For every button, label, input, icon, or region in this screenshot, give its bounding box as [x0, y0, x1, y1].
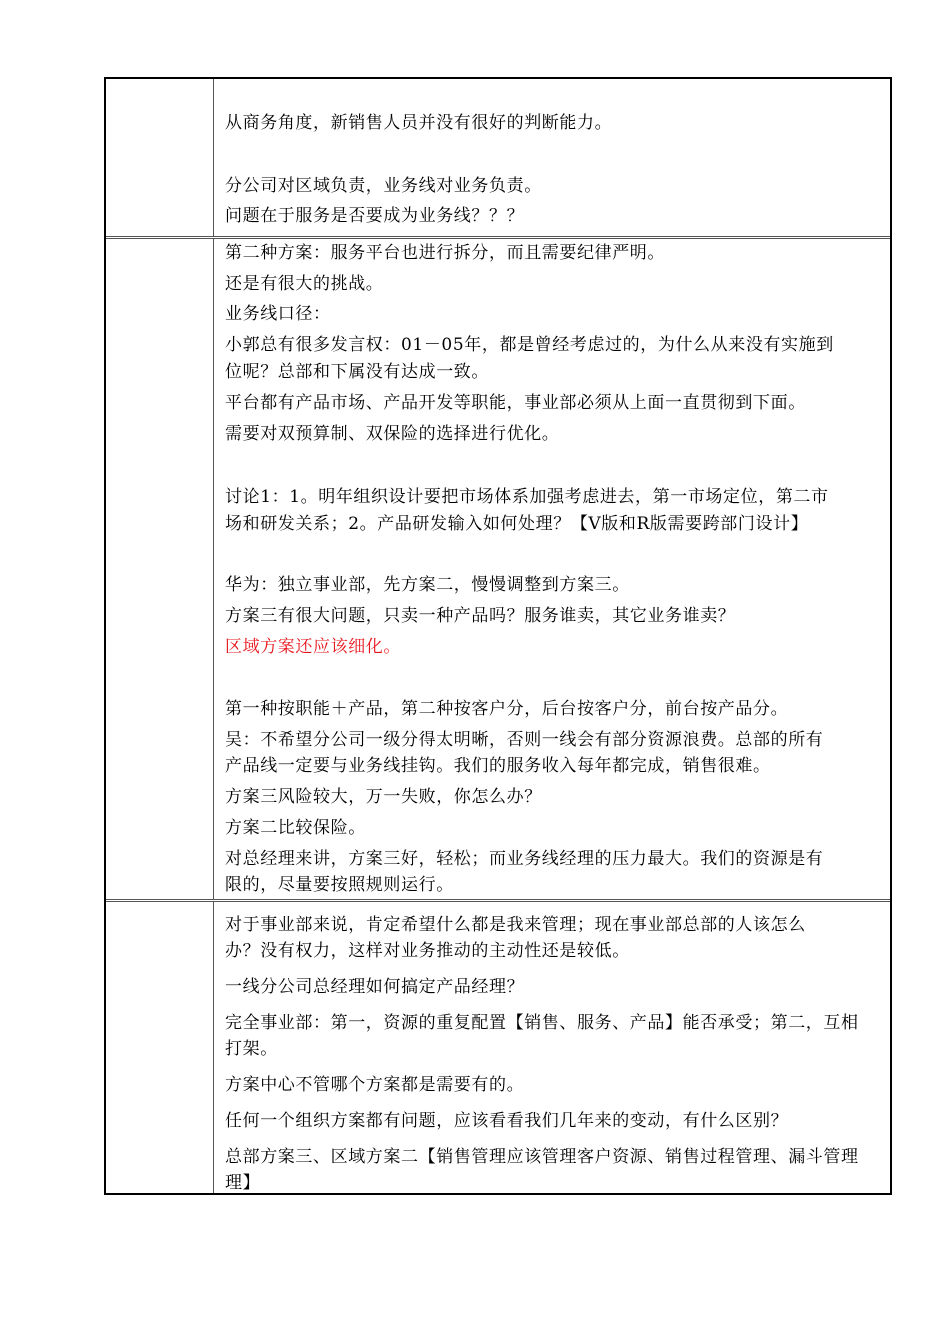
paragraph: 对总经理来讲，方案三好，轻松；而业务线经理的压力最大。我们的资源是有 [225, 849, 824, 869]
paragraph: 从商务角度，新销售人员并没有很好的判断能力。 [225, 113, 613, 133]
table-row [106, 79, 890, 236]
table-row [106, 236, 890, 899]
paragraph: 华为：独立事业部，先方案二，慢慢调整到方案三。 [225, 575, 630, 595]
notes-table [104, 77, 892, 1195]
paragraph: 理】 [225, 1173, 261, 1193]
row-label-cell [106, 902, 214, 1193]
paragraph: 任何一个组织方案都有问题，应该看看我们几年来的变动，有什么区别？ [225, 1111, 789, 1131]
paragraph: 第二种方案：服务平台也进行拆分，而且需要纪律严明。 [225, 243, 665, 263]
paragraph: 产品线一定要与业务线挂钩。我们的服务收入每年都完成，销售很难。 [225, 756, 771, 776]
paragraph: 总部方案三、区域方案二【销售管理应该管理客户资源、销售过程管理、漏斗管理 [225, 1147, 859, 1167]
paragraph: 位呢？总部和下属没有达成一致。 [225, 362, 489, 382]
paragraph: 需要对双预算制、双保险的选择进行优化。 [225, 424, 560, 444]
paragraph: 小郭总有很多发言权：01－05年，都是曾经考虑过的，为什么从来没有实施到 [225, 335, 834, 355]
paragraph: 方案三风险较大，万一失败，你怎么办？ [225, 787, 542, 807]
paragraph: 第一种按职能＋产品，第二种按客户分，后台按客户分，前台按产品分。 [225, 699, 789, 719]
paragraph: 方案三有很大问题，只卖一种产品吗？服务谁卖，其它业务谁卖？ [225, 606, 736, 626]
paragraph: 还是有很大的挑战。 [225, 274, 384, 294]
row-content-cell [214, 79, 890, 236]
paragraph: 问题在于服务是否要成为业务线？？？ [225, 206, 525, 226]
row-label-cell [106, 239, 214, 899]
row-label-cell [106, 79, 214, 236]
highlighted-paragraph: 区域方案还应该细化。 [225, 637, 401, 657]
paragraph: 完全事业部：第一，资源的重复配置【销售、服务、产品】能否承受；第二，互相 [225, 1013, 859, 1033]
paragraph: 平台都有产品市场、产品开发等职能，事业部必须从上面一直贯彻到下面。 [225, 393, 806, 413]
paragraph: 业务线口径： [225, 304, 331, 324]
table-row [106, 899, 890, 1193]
paragraph: 方案二比较保险。 [225, 818, 366, 838]
paragraph: 限的，尽量要按照规则运行。 [225, 875, 454, 895]
paragraph: 吴：不希望分公司一级分得太明晰，否则一线会有部分资源浪费。总部的所有 [225, 730, 824, 750]
paragraph: 讨论1：1。明年组织设计要把市场体系加强考虑进去，第一市场定位，第二市 [225, 487, 829, 507]
paragraph: 方案中心不管哪个方案都是需要有的。 [225, 1075, 525, 1095]
paragraph: 分公司对区域负责，业务线对业务负责。 [225, 176, 542, 196]
paragraph: 一线分公司总经理如何搞定产品经理？ [225, 977, 525, 997]
row-content-cell [214, 239, 890, 899]
paragraph: 对于事业部来说，肯定希望什么都是我来管理；现在事业部总部的人该怎么 [225, 915, 806, 935]
paragraph: 打架。 [225, 1039, 278, 1059]
paragraph: 场和研发关系；2。产品研发输入如何处理？【V版和R版需要跨部门设计】 [225, 514, 809, 534]
paragraph: 办？没有权力，这样对业务推动的主动性还是较低。 [225, 941, 630, 961]
row-content-cell [214, 902, 890, 1193]
